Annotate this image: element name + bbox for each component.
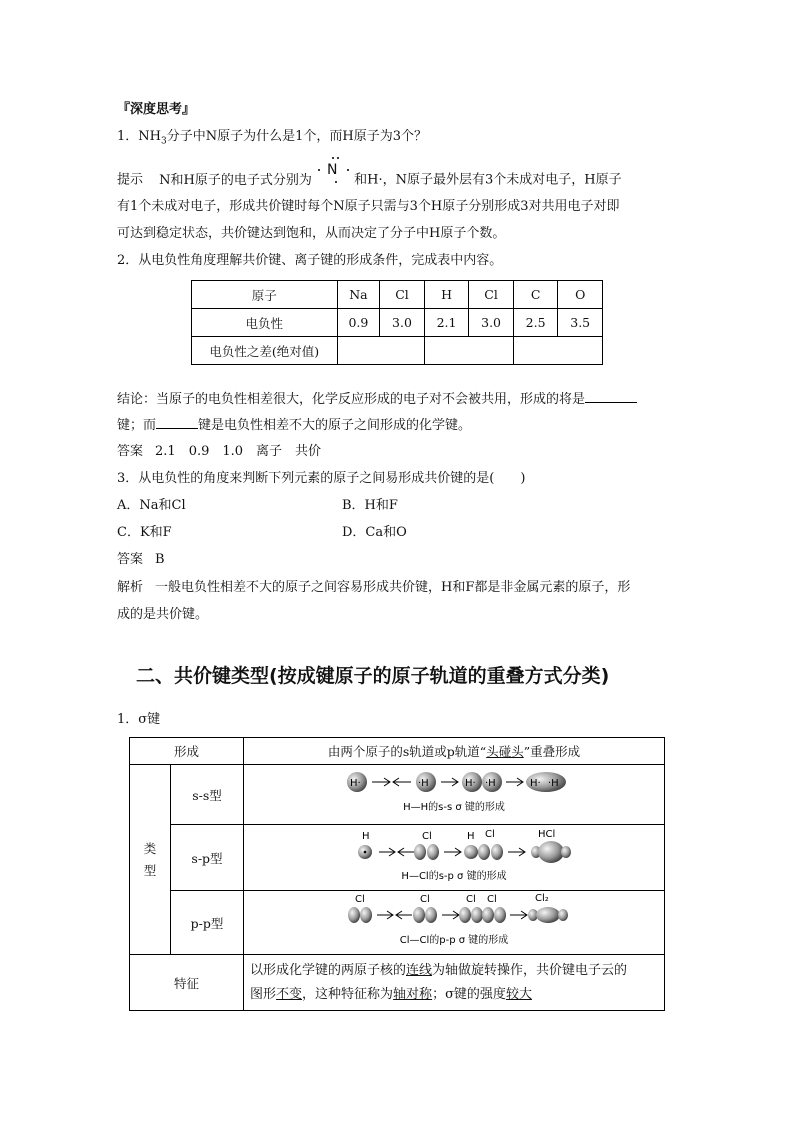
ss-sigma-diagram: [244, 765, 664, 821]
form-label: 形成: [130, 738, 244, 765]
atom-label: H·: [530, 778, 541, 789]
item-sigma-bond: 1．σ键: [117, 712, 161, 727]
table-row: [130, 955, 665, 1011]
q1-subscript: 3: [160, 136, 167, 147]
hint-line-2: 有1个未成对电子，形成共价键时每个N原子只需与3个H原子分别形成3对共用电子对即: [117, 199, 620, 214]
sp-sigma-diagram: [244, 825, 664, 887]
feature-text-part: 图形: [250, 986, 277, 1002]
feature-text-underlined: 不变: [276, 986, 303, 1002]
feature-line-1: [250, 959, 664, 983]
arrow-right-icon: [441, 778, 458, 786]
atom-label: Cl₂: [535, 893, 549, 904]
section-title: 『深度思考』: [117, 102, 196, 117]
atom-label: Cl: [487, 894, 497, 905]
feature-text-part: 为轴做旋转操作，共价键电子云的: [432, 962, 628, 978]
table-row: [130, 738, 665, 765]
pp-diagram-cell: [244, 891, 665, 955]
hint-line-3: 可达到稳定状态，共价键达到饱和，从而决定了分子中H原子个数。: [117, 226, 506, 241]
arrow-right-icon: [508, 848, 525, 856]
type-ss: s-s型: [171, 765, 244, 825]
feature-text-part: 以形成化学键的两原子核的: [250, 962, 407, 978]
fill-blank: [156, 416, 198, 429]
option-c: C．K和F: [117, 525, 172, 540]
cl-p-orbital-left: [348, 907, 372, 923]
table-row: [130, 765, 665, 825]
feature-text-underlined: 连线: [406, 962, 433, 978]
form-text-underlined: 头碰头: [486, 744, 524, 759]
atom-label: Cl: [466, 894, 476, 905]
hint-label: 提示: [117, 172, 144, 188]
table-cell: 电负性之差(绝对值): [192, 337, 338, 365]
hcl-approach: [464, 844, 503, 860]
feature-text: [244, 955, 665, 1011]
table-cell: O: [558, 281, 603, 309]
hint-text-before: N和H原子的电子式分别为: [159, 172, 312, 188]
conclusion-text: 结论：当原子的电负性相差很大，化学反应形成的电子对不会被共用，形成的将是: [117, 392, 586, 407]
arrow-right-icon: [510, 911, 527, 919]
hcl-overlap: [531, 841, 571, 863]
table-cell-blank: [513, 337, 602, 365]
table-row: [192, 281, 603, 309]
feature-text-part: ；σ键的强度: [432, 986, 506, 1002]
diagram-caption: H—Cl的s-p σ 键的形成: [401, 871, 507, 882]
arrow-right-icon: [506, 778, 523, 786]
table-cell: 0.9: [337, 309, 380, 337]
atom-label: ·H: [485, 778, 496, 789]
table-cell-blank: [424, 337, 513, 365]
question-1: [117, 128, 427, 151]
diagram-caption: Cl—Cl的p-p σ 键的形成: [399, 935, 509, 946]
option-d: D．Ca和O: [342, 525, 407, 540]
atom-label: HCl: [538, 829, 556, 840]
arrow-left-icon: [393, 778, 411, 786]
feature-label: 特征: [130, 955, 244, 1011]
form-text: 由两个原子的s轨道或p轨道“: [327, 744, 487, 759]
arrow-left-icon: [398, 848, 414, 856]
atom-label: Cl: [422, 831, 432, 842]
nitrogen-lewis-structure: [316, 162, 350, 189]
table-cell: Cl: [380, 281, 425, 309]
section-heading: 二、共价键类型(按成键原子的原子轨道的重叠方式分类): [136, 665, 610, 687]
question-2: 2．从电负性角度理解共价键、离子键的形成条件，完成表中内容。: [117, 253, 503, 268]
type-label-text: 类型: [143, 840, 157, 878]
feature-text-part: ，这种特征称为: [302, 986, 394, 1002]
hint-line-1: [117, 162, 622, 190]
feature-text-underlined: 较大: [505, 986, 532, 1002]
cl-p-orbital-right: [413, 907, 437, 923]
sp-diagram-cell: [244, 825, 665, 891]
cl-cl-approach: [459, 907, 506, 923]
h-atom-right: [416, 772, 436, 792]
answer-text: 2.1 0.9 1.0 离子 共价: [155, 444, 322, 459]
diagram-caption: H—H的s-s σ 键的形成: [403, 802, 505, 813]
arrow-right-icon: [379, 848, 395, 856]
table-cell: 2.1: [424, 309, 469, 337]
answer-text: B: [155, 552, 165, 567]
table-cell: Cl: [469, 281, 514, 309]
table-row: [192, 309, 603, 337]
atom-label: H·: [350, 778, 361, 789]
q1-rest: 分子中N原子为什么是1个，而H原子为3个？: [166, 129, 427, 144]
arrow-right-icon: [372, 778, 390, 786]
sigma-bond-table: [129, 737, 665, 1011]
answer-label: 答案: [117, 552, 144, 567]
conclusion-text: 键是电负性相差不大的原子之间形成的化学键。: [198, 418, 472, 433]
conclusion-text: 键；而: [117, 418, 157, 433]
type-label: [130, 765, 171, 955]
table-cell: 原子: [192, 281, 338, 309]
table-cell: C: [513, 281, 558, 309]
table-cell: 2.5: [513, 309, 558, 337]
table-cell: H: [424, 281, 469, 309]
atom-label: ·H: [418, 778, 429, 789]
table-cell: 3.0: [380, 309, 425, 337]
table-cell: 3.0: [469, 309, 514, 337]
atom-label: Cl: [420, 894, 430, 905]
cl-p-orbital: [414, 844, 439, 860]
analysis-text: 一般电负性相差不大的原子之间容易形成共价键，H和F都是非金属元素的原子，形: [155, 580, 631, 595]
option-a: A．Na和Cl: [117, 498, 186, 513]
atom-label: H: [362, 831, 370, 842]
lewis-n-symbol: N: [327, 162, 338, 178]
answer-2: [117, 443, 321, 461]
h2-overlap: [526, 772, 566, 792]
type-pp: p-p型: [171, 891, 244, 955]
atom-label: ·H: [548, 778, 559, 789]
arrow-right-icon: [442, 911, 459, 919]
ss-diagram-cell: [244, 765, 665, 825]
conclusion-line-1: [117, 390, 637, 409]
electronegativity-table: [191, 280, 603, 365]
fill-blank: [585, 390, 637, 403]
conclusion-line-2: [117, 416, 471, 435]
table-cell: 3.5: [558, 309, 603, 337]
arrow-left-icon: [396, 911, 412, 919]
table-cell: Na: [337, 281, 380, 309]
feature-text-underlined: 轴对称: [393, 986, 433, 1002]
cl2-overlap: [528, 907, 568, 923]
pp-sigma-diagram: [244, 891, 664, 951]
type-sp: s-p型: [171, 825, 244, 891]
answer-label: 答案: [117, 444, 144, 459]
table-row: [130, 891, 665, 955]
arrow-right-icon: [377, 911, 393, 919]
table-cell: 电负性: [192, 309, 338, 337]
atom-label: H: [467, 831, 475, 842]
table-row: [192, 337, 603, 365]
question-3: 3．从电负性的角度来判断下列元素的原子之间易形成共价键的是( ): [117, 471, 526, 486]
analysis-label: 解析: [117, 580, 144, 595]
analysis-line-1: [117, 579, 630, 597]
option-b: B．H和F: [342, 498, 398, 513]
arrow-right-icon: [444, 848, 461, 856]
q1-prefix: 1．NH: [117, 129, 161, 144]
form-text: ”重叠形成: [523, 744, 581, 759]
atom-label: Cl: [485, 829, 495, 840]
atom-label: H·: [465, 778, 476, 789]
form-value: [244, 738, 665, 765]
answer-3: [117, 551, 165, 569]
hint-text-mid: 和H·，N原子最外层有3个未成对电子，H原子: [354, 172, 622, 188]
table-cell-blank: [337, 337, 424, 365]
analysis-line-2: 成的是共价键。: [117, 607, 209, 622]
h-atoms-approach: [462, 772, 502, 792]
atom-label: Cl: [355, 894, 365, 905]
feature-line-2: [250, 983, 664, 1007]
h-atom-left: [347, 772, 367, 792]
table-row: [130, 825, 665, 891]
